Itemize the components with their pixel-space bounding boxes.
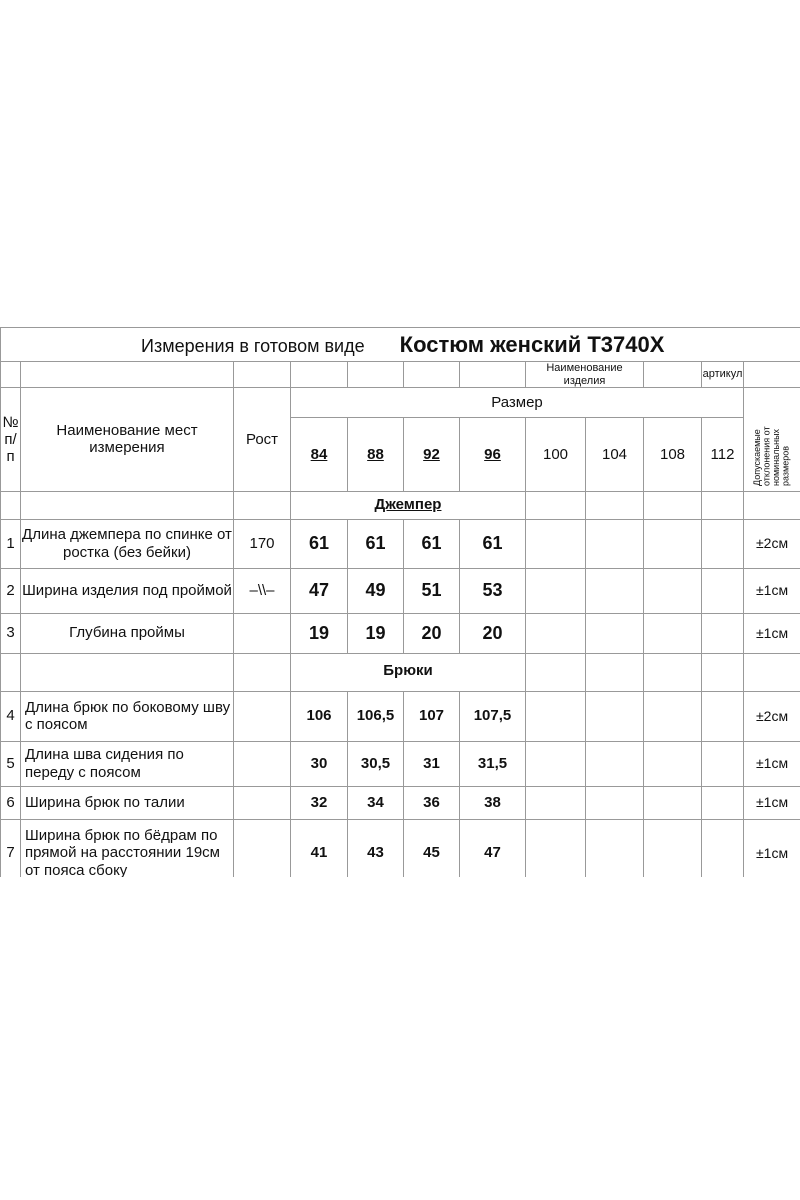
row-name: Ширина брюк по талии <box>21 786 234 819</box>
table-row: 3 Глубина проймы 19 19 20 20 ±1см <box>1 613 800 653</box>
row-name: Ширина изделия под проймой <box>21 568 234 613</box>
table-row: 6 Ширина брюк по талии 32 34 36 38 ±1см <box>1 786 800 819</box>
row-name: Глубина проймы <box>21 613 234 653</box>
header-name: Наименование мест измерения <box>21 388 234 491</box>
header-tolerance-cell <box>744 388 800 491</box>
size-96: 96 <box>460 417 526 491</box>
page-title: Костюм женский Т3740Х <box>399 331 665 357</box>
title-cell <box>1 328 800 362</box>
size-104: 104 <box>586 417 644 491</box>
size-92: 92 <box>404 417 460 491</box>
meta-row <box>1 362 800 388</box>
table-row: 2 Ширина изделия под проймой –\\– 47 49 51 53 ±1см <box>1 568 800 613</box>
section-title-trousers: Брюки <box>291 653 526 691</box>
size-88: 88 <box>348 417 404 491</box>
header-size: Размер <box>291 388 744 418</box>
row-name: Ширина брюк по бёдрам по прямой на расстоянии 19см от пояса сбоку <box>21 819 234 877</box>
size-84: 84 <box>291 417 348 491</box>
table-row: 7 Ширина брюк по бёдрам по прямой на расстоянии 19см от пояса сбоку 41 43 45 47 ±1см <box>1 819 800 877</box>
row-name: Длина джемпера по спинке от ростка (без бейки) <box>21 519 234 568</box>
size-112: 112 <box>702 417 744 491</box>
title-prefix: Измерения в готовом виде <box>141 335 365 356</box>
row-name: Длина шва сидения по переду с поясом <box>21 741 234 786</box>
measurement-sheet <box>0 327 800 877</box>
table-row: 4 Длина брюк по боковому шву с поясом 106 106,5 107 107,5 ±2см <box>1 691 800 741</box>
table-row: 1 Длина джемпера по спинке от ростка (без бейки) 170 61 61 61 61 ±2см <box>1 519 800 568</box>
header-num: № п/п <box>1 388 21 491</box>
row-name: Длина брюк по боковому шву с поясом <box>21 691 234 741</box>
header-tolerance: Допускаемые отклонения от номинальных размеров <box>752 426 791 487</box>
measurement-table <box>0 327 800 877</box>
size-108: 108 <box>644 417 702 491</box>
title-row <box>1 328 800 362</box>
size-100: 100 <box>526 417 586 491</box>
section-row-trousers <box>1 653 800 691</box>
table-row: 5 Длина шва сидения по переду с поясом 30 30,5 31 31,5 ±1см <box>1 741 800 786</box>
product-name-label: Наименование изделия <box>526 362 644 388</box>
header-height: Рост <box>234 388 291 491</box>
section-row-jumper <box>1 491 800 519</box>
article-label: артикул <box>702 362 744 388</box>
header-row-1 <box>1 388 800 418</box>
section-title-jumper: Джемпер <box>291 491 526 519</box>
